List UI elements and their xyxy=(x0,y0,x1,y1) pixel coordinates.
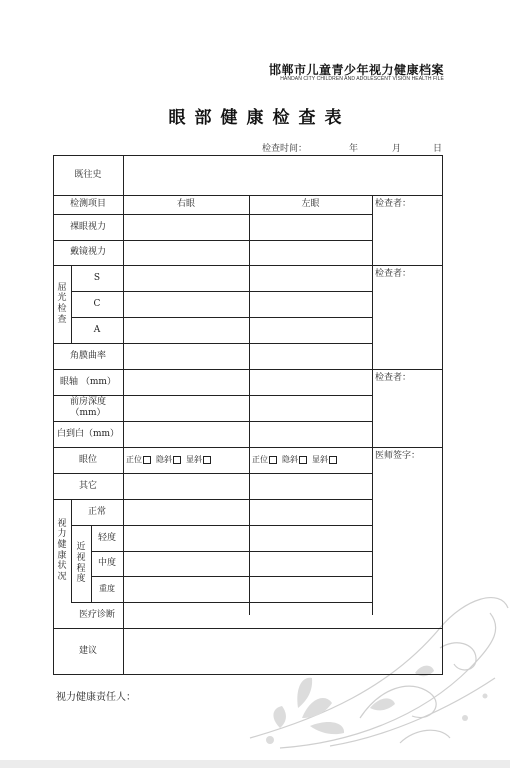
chamber-depth-label: 前房深度 （mm） xyxy=(69,397,106,418)
table-border-bottom xyxy=(53,674,443,675)
exam-date-row xyxy=(262,141,442,155)
grid-line xyxy=(91,576,373,577)
year-label: 年 xyxy=(349,144,359,154)
item-header: 检测项目 xyxy=(69,199,106,210)
glasses-vision-label: 戴镜视力 xyxy=(69,247,106,258)
axial-length-label: 眼轴 （mm） xyxy=(60,376,116,387)
other-label: 其它 xyxy=(78,480,97,491)
cornea-label: 角膜曲率 xyxy=(69,350,106,361)
grid-line xyxy=(372,195,373,615)
checkbox-orthophoria-left[interactable] xyxy=(269,456,277,464)
axis-label: A xyxy=(93,324,101,335)
cylinder-label: C xyxy=(93,298,101,309)
vision-status-label: 视 力 健 康 状 况 xyxy=(57,518,67,582)
myopia-degree-label: 近 视 程 度 xyxy=(76,542,86,585)
brand-name: 邯郸市儿童青少年视力健康档案 xyxy=(268,63,444,77)
exam-table xyxy=(53,155,443,675)
checkbox-heterophoria-right[interactable] xyxy=(173,456,181,464)
examiner-label-3: 检查者： xyxy=(375,372,412,383)
history-field[interactable] xyxy=(123,155,442,195)
exam-date-label: 检查时间： xyxy=(262,144,308,154)
day-label: 日 xyxy=(433,144,443,154)
mild-label: 轻度 xyxy=(97,532,116,543)
severe-label: 重度 xyxy=(99,584,115,594)
vision-health-responsible-label: 视力健康责任人： xyxy=(56,692,136,703)
month-label: 月 xyxy=(392,144,402,154)
checkbox-orthophoria-right[interactable] xyxy=(143,456,151,464)
grid-line xyxy=(91,551,373,552)
checkbox-heterophoria-left[interactable] xyxy=(299,456,307,464)
advice-field[interactable] xyxy=(123,628,442,674)
checkbox-heterotropia-right[interactable] xyxy=(203,456,211,464)
table-border-right xyxy=(442,155,443,675)
examiner-label-1: 检查者： xyxy=(375,198,412,209)
diagnosis-label: 医疗诊断 xyxy=(78,609,115,620)
left-eye-position-options: 正位 隐斜 显斜 xyxy=(252,447,372,473)
left-eye-header: 左眼 xyxy=(301,199,320,210)
history-label: 既往史 xyxy=(74,169,102,180)
checkbox-heterotropia-left[interactable] xyxy=(329,456,337,464)
right-eye-position-options: 正位 隐斜 显斜 xyxy=(126,447,249,473)
white-to-white-label: 白到白（mm） xyxy=(56,428,120,439)
advice-label: 建议 xyxy=(78,645,97,656)
grid-line xyxy=(249,195,250,615)
right-eye-header: 右眼 xyxy=(176,199,195,210)
naked-vision-label: 裸眼视力 xyxy=(69,221,106,232)
refraction-label: 屈 光 检 查 xyxy=(57,282,67,325)
page-title: 眼部健康检查表 xyxy=(168,108,351,128)
brand-english-name: HANDAN CITY CHILDREN AND ADOLESCENT VISION HEALTH FILE xyxy=(280,76,444,82)
examiner-label-2: 检查者： xyxy=(375,268,412,279)
sphere-label: S xyxy=(93,272,101,283)
doctor-signature-label: 医师签字： xyxy=(375,450,421,461)
moderate-label: 中度 xyxy=(97,558,116,569)
eye-position-label: 眼位 xyxy=(78,454,97,465)
normal-label: 正常 xyxy=(87,506,106,517)
grid-line xyxy=(123,195,124,675)
